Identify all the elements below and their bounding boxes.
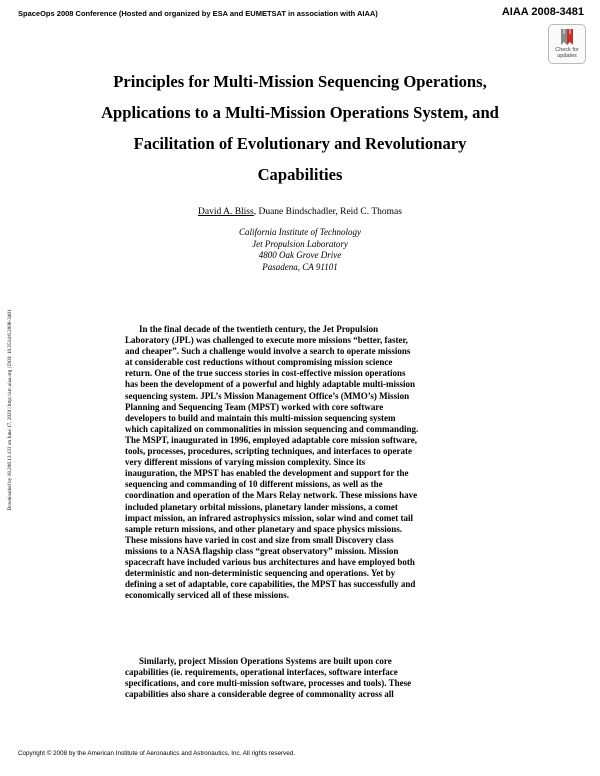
text-line: at considerable cost reductions without compromising mission science xyxy=(125,357,393,368)
text-line: The MSPT, inaugurated in 1996, employed adaptable core mission software, xyxy=(125,434,418,445)
paper-title xyxy=(60,66,540,190)
text-line: sample return missions, and other planetary and space physics missions. xyxy=(125,523,402,534)
text-line: impact mission, an infrared astrophysics mission, solar wind and comet tail xyxy=(125,512,414,523)
text-line: very different missions of varying mission complexity. Since its xyxy=(125,457,366,468)
affiliation-line: 4800 Oak Grove Drive xyxy=(258,250,342,260)
text-line: inauguration, the MPST has enabled the development and support for the xyxy=(125,468,409,479)
text-line: and cheaper”. Such a challenge would involve a search to operate missions xyxy=(125,346,411,357)
text-line: has been the development of a powerful and highly adaptable multi-mission xyxy=(125,379,416,390)
download-sidebar xyxy=(4,200,16,620)
title-line: Principles for Multi-Mission Sequencing Operations, xyxy=(113,72,487,91)
text-line: deterministic and non-deterministic sequencing and operations. Yet by xyxy=(125,568,396,579)
text-line: sequencing and commanding of 10 different missions, as well as the xyxy=(125,479,383,490)
text-line: missions to a NASA flagship class “great observatory” mission. Mission xyxy=(125,545,399,556)
badge-label-2: updates xyxy=(557,53,577,59)
badge-label-1: Check for xyxy=(555,47,579,53)
affiliation xyxy=(60,227,540,273)
conference-header: SpaceOps 2008 Conference (Hosted and organized by ESA and EUMETSAT in association with AIAA) xyxy=(18,9,378,18)
affiliation-line: Jet Propulsion Laboratory xyxy=(252,238,348,249)
title-line: Applications to a Multi-Mission Operations System, and xyxy=(101,103,499,122)
download-note: Downloaded by 18.206.13.133 on June 17, 2020 | http://arc.aiaa.org | DOI: 10.2514/6.2008-3481 xyxy=(7,309,13,511)
affiliation-line: California Institute of Technology xyxy=(239,227,361,237)
text-line: Similarly, project Mission Operations Systems are built upon core xyxy=(139,656,392,666)
text-line: sequencing system. JPL’s Mission Management Office’s (MMO’s) Mission xyxy=(125,390,410,401)
first-author: David A. Bliss xyxy=(198,207,254,217)
text-line: In the final decade of the twentieth century, the Jet Propulsion xyxy=(139,324,379,334)
abstract-paragraph-1 xyxy=(125,324,485,601)
text-line: developers to build and maintain this multi-mission sequencing system xyxy=(125,412,396,423)
bookmark-icon xyxy=(559,28,575,47)
text-line: capabilities (ie. requirements, operational interfaces, software interface xyxy=(125,667,398,678)
other-authors: , Duane Bindschadler, Reid C. Thomas xyxy=(253,207,402,217)
text-line: Laboratory (JPL) was challenged to execute more missions “better, faster, xyxy=(125,335,408,346)
text-line: Planning and Sequencing Team (MPST) worked with core software xyxy=(125,401,384,412)
text-line: return. One of the true success stories in cost-effective mission operations xyxy=(125,368,406,379)
paper-number: AIAA 2008-3481 xyxy=(501,6,584,18)
text-line: These missions have varied in cost and size from small Discovery class xyxy=(125,534,394,545)
text-line: spacecraft have included various bus architectures and have employed both xyxy=(125,556,415,567)
text-line: specifications, and core multi-mission software, processes and tools). These xyxy=(125,678,412,689)
title-line: Capabilities xyxy=(257,165,343,184)
text-line: capabilities also share a considerable degree of commonality across all xyxy=(125,689,394,700)
text-line: defining a set of adaptable, core capabilities, the MPST has successfully and xyxy=(125,579,416,590)
title-line: Facilitation of Evolutionary and Revolutionary xyxy=(133,134,467,153)
copyright-footer: Copyright © 2008 by the American Institute of Aeronautics and Astronautics, Inc. All rights reserved. xyxy=(18,750,295,757)
check-for-updates-badge[interactable] xyxy=(548,24,586,64)
text-line: tools, processes, procedures, scripting techniques, and interfaces to operate xyxy=(125,446,412,457)
abstract-paragraph-2 xyxy=(125,656,485,700)
text-line: coordination and operation of the Mars Relay network. These missions have xyxy=(125,490,418,501)
text-line: which capitalized on commonalities in mission sequencing and commanding. xyxy=(125,423,419,434)
author-list xyxy=(60,207,540,217)
text-line: included planetary orbital missions, planetary lander missions, a comet xyxy=(125,501,398,512)
affiliation-line: Pasadena, CA 91101 xyxy=(262,261,338,272)
text-line: economically serviced all of these missions. xyxy=(125,590,289,601)
